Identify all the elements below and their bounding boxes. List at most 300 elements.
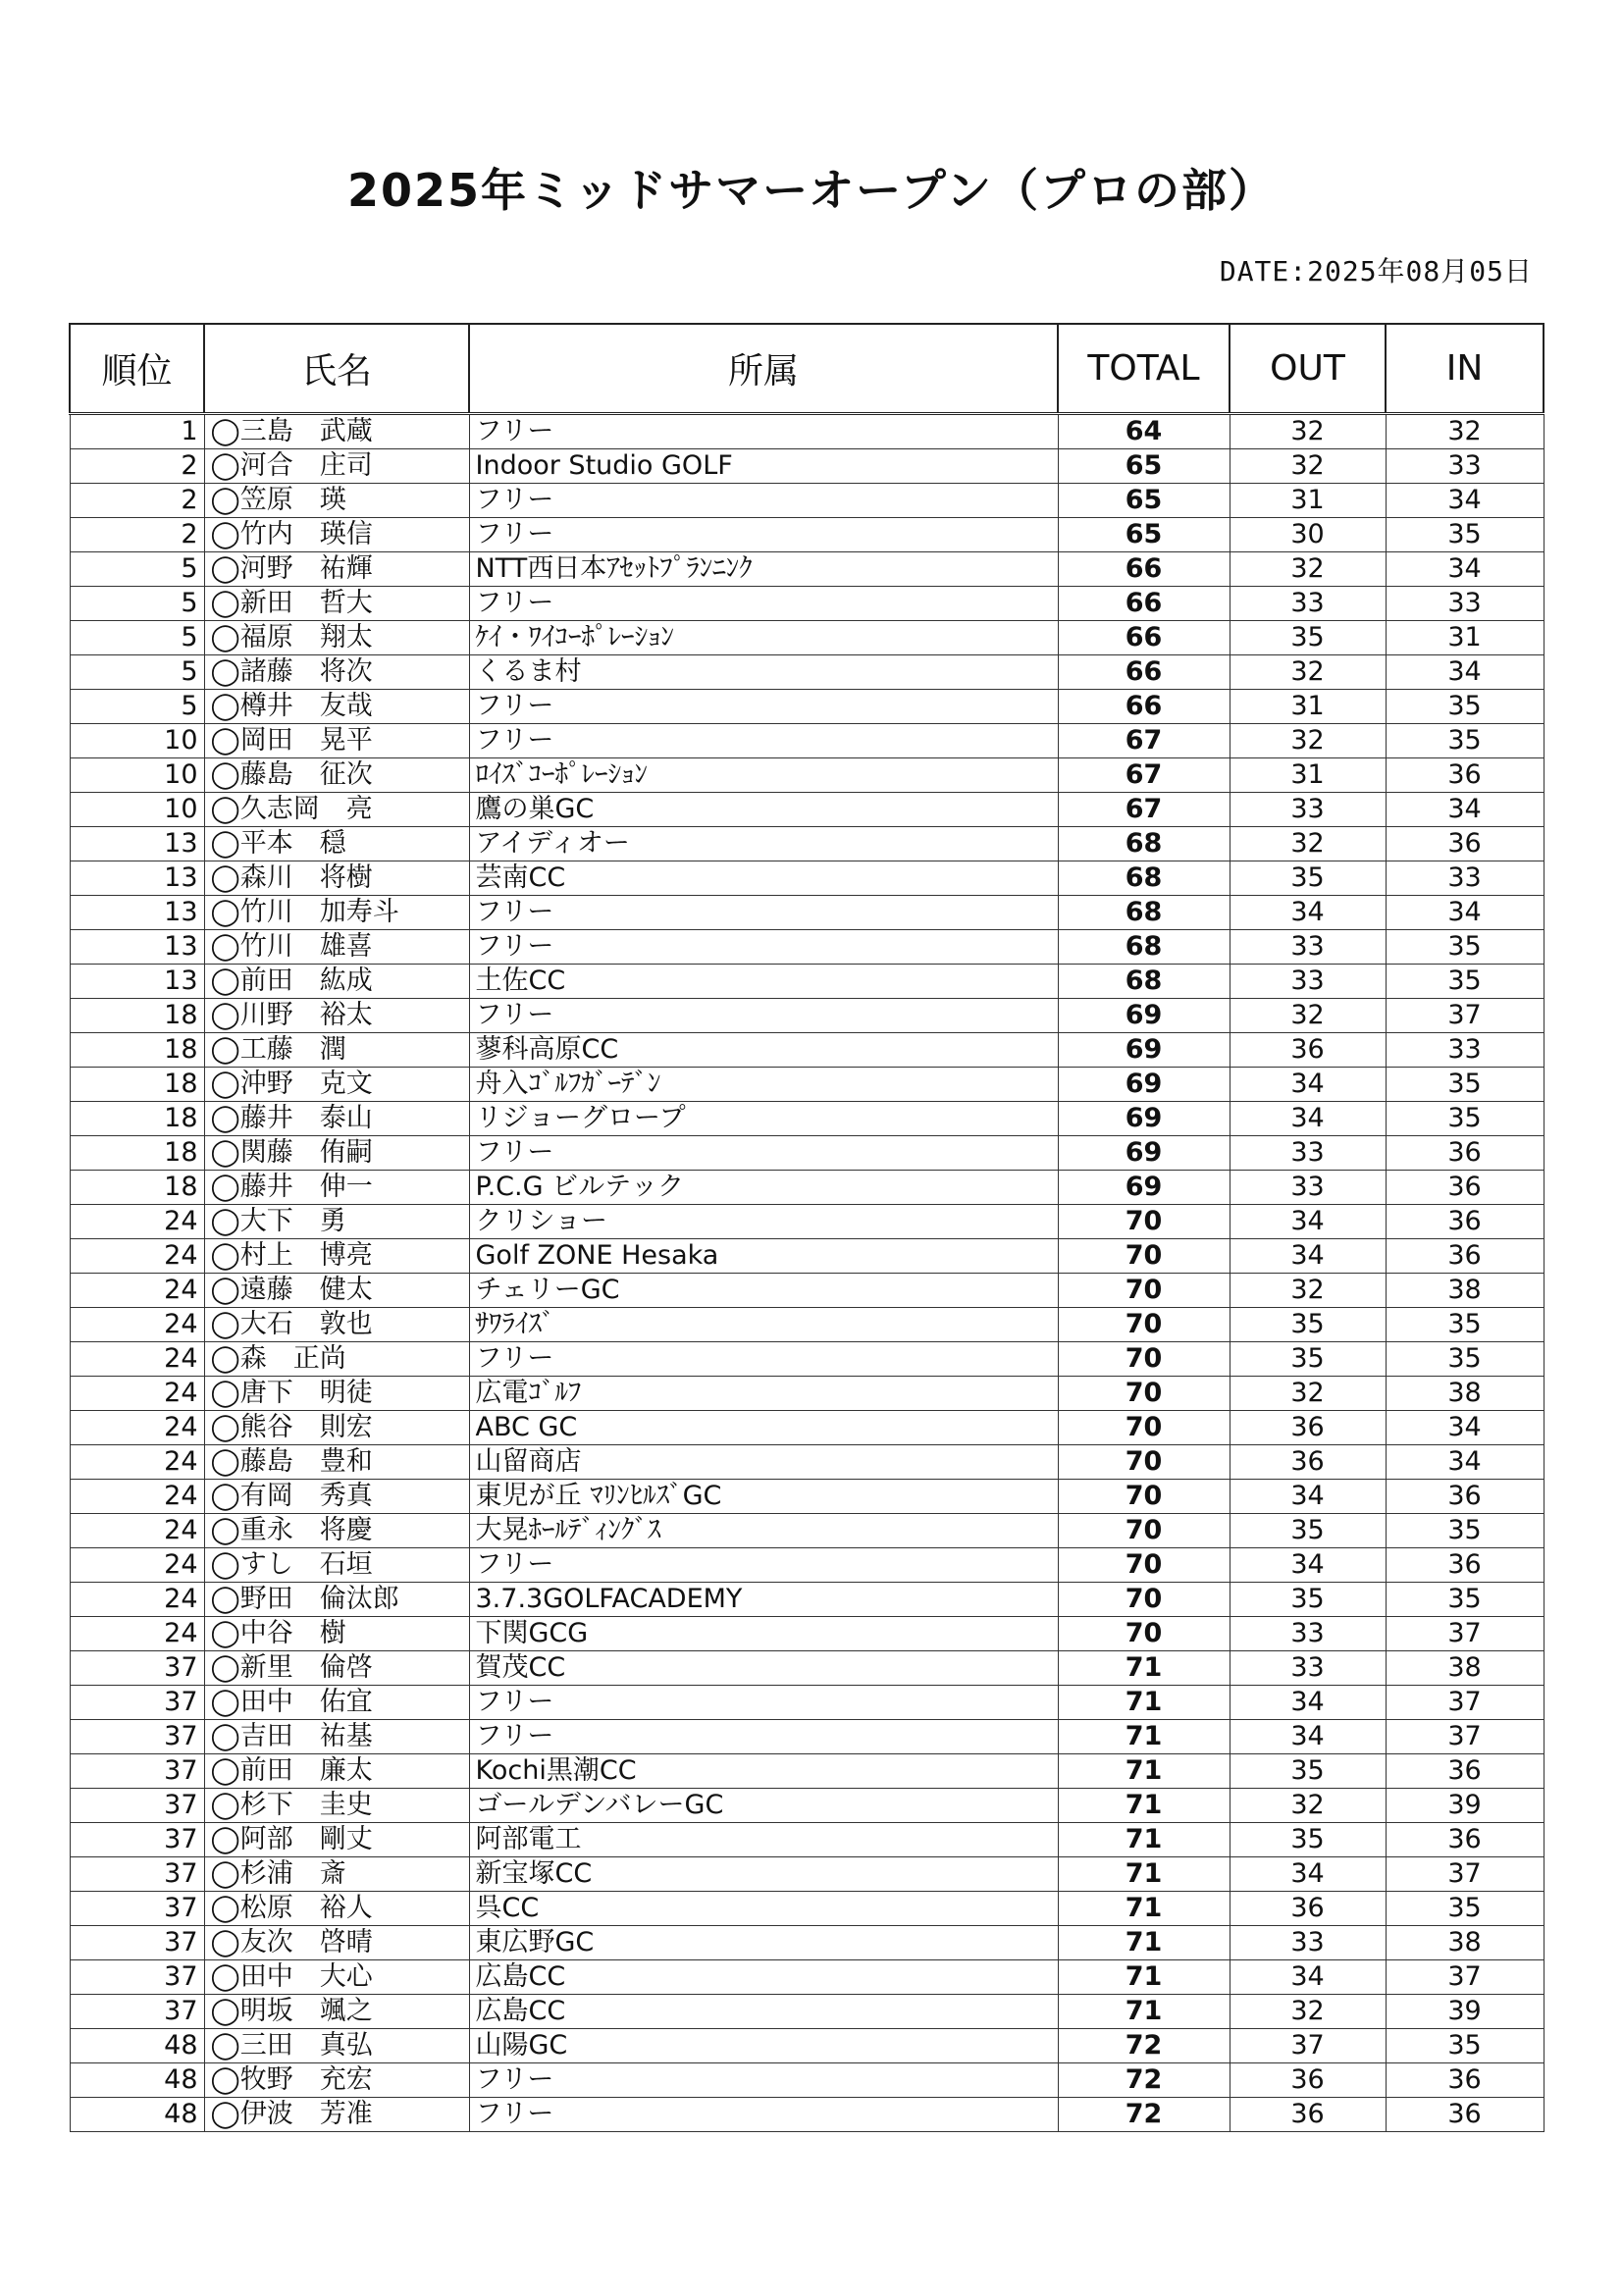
affiliation-cell: フリー [469, 690, 1058, 724]
in-cell: 36 [1386, 2063, 1544, 2098]
rank-cell: 18 [70, 1171, 204, 1205]
total-cell: 66 [1058, 552, 1230, 587]
out-cell: 36 [1230, 1033, 1386, 1068]
out-cell: 33 [1230, 965, 1386, 999]
out-cell: 30 [1230, 518, 1386, 552]
affiliation-cell: クリショー [469, 1205, 1058, 1239]
affiliation-cell: 呉CC [469, 1892, 1058, 1926]
rank-cell: 5 [70, 655, 204, 690]
name-cell: ◯藤島 豊和 [204, 1445, 469, 1480]
rank-cell: 37 [70, 1995, 204, 2029]
out-cell: 34 [1230, 1102, 1386, 1136]
total-cell: 72 [1058, 2029, 1230, 2063]
name-cell: ◯河合 庄司 [204, 449, 469, 484]
table-row [70, 1068, 1544, 1102]
affiliation-cell: 阿部電工 [469, 1823, 1058, 1857]
table-row [70, 587, 1544, 621]
in-cell: 37 [1386, 1617, 1544, 1651]
total-cell: 70 [1058, 1377, 1230, 1411]
out-cell: 35 [1230, 1308, 1386, 1342]
out-cell: 35 [1230, 1342, 1386, 1377]
name-cell: ◯久志岡 亮 [204, 793, 469, 827]
in-cell: 38 [1386, 1651, 1544, 1686]
total-cell: 70 [1058, 1445, 1230, 1480]
name-cell: ◯工藤 潤 [204, 1033, 469, 1068]
table-row [70, 518, 1544, 552]
rank-cell: 24 [70, 1411, 204, 1445]
total-cell: 71 [1058, 1686, 1230, 1720]
in-cell: 34 [1386, 552, 1544, 587]
in-cell: 35 [1386, 965, 1544, 999]
total-cell: 69 [1058, 1033, 1230, 1068]
out-cell: 32 [1230, 655, 1386, 690]
table-row [70, 2098, 1544, 2132]
rank-cell: 18 [70, 1102, 204, 1136]
affiliation-cell: フリー [469, 1720, 1058, 1754]
in-cell: 35 [1386, 1102, 1544, 1136]
table-row [70, 861, 1544, 896]
table-row [70, 1686, 1544, 1720]
in-cell: 37 [1386, 1857, 1544, 1892]
col-rank-header: 順位 [70, 324, 204, 414]
total-cell: 67 [1058, 724, 1230, 758]
table-row [70, 449, 1544, 484]
total-cell: 72 [1058, 2098, 1230, 2132]
rank-cell: 37 [70, 1960, 204, 1995]
affiliation-cell: フリー [469, 587, 1058, 621]
affiliation-cell: Kochi黒潮CC [469, 1754, 1058, 1789]
table-row [70, 1651, 1544, 1686]
out-cell: 35 [1230, 621, 1386, 655]
rank-cell: 24 [70, 1308, 204, 1342]
total-cell: 68 [1058, 930, 1230, 965]
in-cell: 36 [1386, 1823, 1544, 1857]
in-cell: 33 [1386, 449, 1544, 484]
rank-cell: 13 [70, 896, 204, 930]
table-row [70, 827, 1544, 861]
out-cell: 35 [1230, 1583, 1386, 1617]
name-cell: ◯村上 博亮 [204, 1239, 469, 1274]
table-row [70, 552, 1544, 587]
in-cell: 33 [1386, 587, 1544, 621]
total-cell: 71 [1058, 1857, 1230, 1892]
name-cell: ◯遠藤 健太 [204, 1274, 469, 1308]
rank-cell: 13 [70, 965, 204, 999]
out-cell: 32 [1230, 999, 1386, 1033]
total-cell: 68 [1058, 827, 1230, 861]
out-cell: 32 [1230, 724, 1386, 758]
total-cell: 70 [1058, 1239, 1230, 1274]
name-cell: ◯平本 穏 [204, 827, 469, 861]
rank-cell: 24 [70, 1205, 204, 1239]
col-in-header: IN [1386, 324, 1544, 414]
in-cell: 36 [1386, 1136, 1544, 1171]
name-cell: ◯竹川 雄喜 [204, 930, 469, 965]
affiliation-cell: フリー [469, 724, 1058, 758]
out-cell: 34 [1230, 896, 1386, 930]
total-cell: 70 [1058, 1205, 1230, 1239]
table-row [70, 1136, 1544, 1171]
table-row [70, 1171, 1544, 1205]
affiliation-cell: フリー [469, 1548, 1058, 1583]
rank-cell: 5 [70, 587, 204, 621]
name-cell: ◯有岡 秀真 [204, 1480, 469, 1514]
total-cell: 69 [1058, 1068, 1230, 1102]
table-row [70, 1583, 1544, 1617]
affiliation-cell: 山陽GC [469, 2029, 1058, 2063]
total-cell: 71 [1058, 1720, 1230, 1754]
affiliation-cell: 鷹の巣GC [469, 793, 1058, 827]
table-row [70, 758, 1544, 793]
name-cell: ◯前田 廉太 [204, 1754, 469, 1789]
in-cell: 36 [1386, 1548, 1544, 1583]
rank-cell: 13 [70, 861, 204, 896]
total-cell: 69 [1058, 1171, 1230, 1205]
out-cell: 33 [1230, 1926, 1386, 1960]
in-cell: 35 [1386, 1308, 1544, 1342]
total-cell: 71 [1058, 1651, 1230, 1686]
rank-cell: 5 [70, 690, 204, 724]
total-cell: 70 [1058, 1548, 1230, 1583]
rank-cell: 48 [70, 2029, 204, 2063]
total-cell: 68 [1058, 965, 1230, 999]
rank-cell: 1 [70, 414, 204, 449]
table-row [70, 965, 1544, 999]
name-cell: ◯すし 石垣 [204, 1548, 469, 1583]
affiliation-cell: ABC GC [469, 1411, 1058, 1445]
in-cell: 38 [1386, 1274, 1544, 1308]
in-cell: 39 [1386, 1789, 1544, 1823]
out-cell: 36 [1230, 2098, 1386, 2132]
name-cell: ◯新里 倫啓 [204, 1651, 469, 1686]
affiliation-cell: Indoor Studio GOLF [469, 449, 1058, 484]
affiliation-cell: 新宝塚CC [469, 1857, 1058, 1892]
rank-cell: 37 [70, 1789, 204, 1823]
rank-cell: 13 [70, 930, 204, 965]
col-total-header: TOTAL [1058, 324, 1230, 414]
in-cell: 35 [1386, 2029, 1544, 2063]
table-row [70, 2063, 1544, 2098]
affiliation-cell: ｻﾜﾗｲｽﾞ [469, 1308, 1058, 1342]
in-cell: 31 [1386, 621, 1544, 655]
affiliation-cell: NTT西日本ｱｾｯﾄﾌﾟﾗﾝﾆﾝｸ [469, 552, 1058, 587]
affiliation-cell: 広島CC [469, 1995, 1058, 2029]
out-cell: 34 [1230, 1068, 1386, 1102]
affiliation-cell: 大晃ﾎｰﾙﾃﾞｨﾝｸﾞｽ [469, 1514, 1058, 1548]
affiliation-cell: 下関GCG [469, 1617, 1058, 1651]
total-cell: 66 [1058, 621, 1230, 655]
rank-cell: 18 [70, 1033, 204, 1068]
affiliation-cell: フリー [469, 2063, 1058, 2098]
total-cell: 71 [1058, 1754, 1230, 1789]
total-cell: 70 [1058, 1274, 1230, 1308]
total-cell: 70 [1058, 1617, 1230, 1651]
in-cell: 34 [1386, 1445, 1544, 1480]
col-affiliation-header: 所属 [469, 324, 1058, 414]
rank-cell: 37 [70, 1754, 204, 1789]
affiliation-cell: アイディオー [469, 827, 1058, 861]
name-cell: ◯三島 武蔵 [204, 414, 469, 449]
total-cell: 64 [1058, 414, 1230, 449]
in-cell: 34 [1386, 484, 1544, 518]
rank-cell: 24 [70, 1377, 204, 1411]
rank-cell: 48 [70, 2063, 204, 2098]
table-row [70, 896, 1544, 930]
name-cell: ◯竹内 瑛信 [204, 518, 469, 552]
total-cell: 66 [1058, 655, 1230, 690]
name-cell: ◯諸藤 将次 [204, 655, 469, 690]
out-cell: 32 [1230, 414, 1386, 449]
rank-cell: 10 [70, 758, 204, 793]
affiliation-cell: 3.7.3GOLFACADEMY [469, 1583, 1058, 1617]
rank-cell: 24 [70, 1445, 204, 1480]
out-cell: 32 [1230, 1789, 1386, 1823]
total-cell: 70 [1058, 1583, 1230, 1617]
out-cell: 33 [1230, 587, 1386, 621]
total-cell: 71 [1058, 1789, 1230, 1823]
name-cell: ◯河野 祐輝 [204, 552, 469, 587]
in-cell: 34 [1386, 1411, 1544, 1445]
out-cell: 35 [1230, 1823, 1386, 1857]
out-cell: 32 [1230, 827, 1386, 861]
total-cell: 66 [1058, 690, 1230, 724]
table-row [70, 1617, 1544, 1651]
affiliation-cell: 賀茂CC [469, 1651, 1058, 1686]
affiliation-cell: 東児が丘 ﾏﾘﾝﾋﾙｽﾞGC [469, 1480, 1058, 1514]
affiliation-cell: フリー [469, 414, 1058, 449]
out-cell: 33 [1230, 1651, 1386, 1686]
affiliation-cell: くるま村 [469, 655, 1058, 690]
name-cell: ◯杉下 圭史 [204, 1789, 469, 1823]
table-row [70, 1239, 1544, 1274]
table-row [70, 1102, 1544, 1136]
affiliation-cell: フリー [469, 1686, 1058, 1720]
in-cell: 36 [1386, 827, 1544, 861]
in-cell: 34 [1386, 655, 1544, 690]
table-row [70, 1411, 1544, 1445]
table-row [70, 1342, 1544, 1377]
affiliation-cell: 土佐CC [469, 965, 1058, 999]
in-cell: 35 [1386, 930, 1544, 965]
affiliation-cell: フリー [469, 484, 1058, 518]
out-cell: 36 [1230, 1892, 1386, 1926]
table-row [70, 1960, 1544, 1995]
in-cell: 36 [1386, 1205, 1544, 1239]
name-cell: ◯中谷 樹 [204, 1617, 469, 1651]
out-cell: 33 [1230, 1617, 1386, 1651]
out-cell: 36 [1230, 1411, 1386, 1445]
total-cell: 70 [1058, 1342, 1230, 1377]
name-cell: ◯大下 勇 [204, 1205, 469, 1239]
affiliation-cell: 芸南CC [469, 861, 1058, 896]
affiliation-cell: フリー [469, 930, 1058, 965]
rank-cell: 18 [70, 999, 204, 1033]
table-row [70, 1754, 1544, 1789]
table-row [70, 1377, 1544, 1411]
out-cell: 35 [1230, 1514, 1386, 1548]
name-cell: ◯沖野 克文 [204, 1068, 469, 1102]
affiliation-cell: 広電ｺﾞﾙﾌ [469, 1377, 1058, 1411]
in-cell: 36 [1386, 1480, 1544, 1514]
rank-cell: 5 [70, 552, 204, 587]
in-cell: 33 [1386, 1033, 1544, 1068]
name-cell: ◯吉田 祐基 [204, 1720, 469, 1754]
out-cell: 34 [1230, 1239, 1386, 1274]
total-cell: 69 [1058, 999, 1230, 1033]
affiliation-cell: 舟入ｺﾞﾙﾌｶﾞｰﾃﾞﾝ [469, 1068, 1058, 1102]
rank-cell: 10 [70, 793, 204, 827]
rank-cell: 2 [70, 484, 204, 518]
name-cell: ◯岡田 晃平 [204, 724, 469, 758]
affiliation-cell: フリー [469, 1342, 1058, 1377]
table-row [70, 1033, 1544, 1068]
table-row [70, 1548, 1544, 1583]
in-cell: 35 [1386, 1514, 1544, 1548]
rank-cell: 37 [70, 1686, 204, 1720]
table-row [70, 621, 1544, 655]
out-cell: 34 [1230, 1480, 1386, 1514]
total-cell: 70 [1058, 1514, 1230, 1548]
table-row [70, 1205, 1544, 1239]
rank-cell: 24 [70, 1239, 204, 1274]
total-cell: 70 [1058, 1480, 1230, 1514]
rank-cell: 37 [70, 1720, 204, 1754]
table-row [70, 793, 1544, 827]
name-cell: ◯牧野 充宏 [204, 2063, 469, 2098]
name-cell: ◯伊波 芳准 [204, 2098, 469, 2132]
table-row [70, 1892, 1544, 1926]
rank-cell: 24 [70, 1514, 204, 1548]
name-cell: ◯樽井 友哉 [204, 690, 469, 724]
name-cell: ◯関藤 侑嗣 [204, 1136, 469, 1171]
table-row [70, 724, 1544, 758]
in-cell: 37 [1386, 1720, 1544, 1754]
total-cell: 71 [1058, 1960, 1230, 1995]
total-cell: 65 [1058, 484, 1230, 518]
out-cell: 32 [1230, 1377, 1386, 1411]
affiliation-cell: フリー [469, 1136, 1058, 1171]
name-cell: ◯明坂 颯之 [204, 1995, 469, 2029]
table-row [70, 1514, 1544, 1548]
table-row [70, 1926, 1544, 1960]
affiliation-cell: P.C.G ビルテック [469, 1171, 1058, 1205]
table-row [70, 1823, 1544, 1857]
name-cell: ◯森川 将樹 [204, 861, 469, 896]
out-cell: 33 [1230, 930, 1386, 965]
in-cell: 39 [1386, 1995, 1544, 2029]
name-cell: ◯藤井 伸一 [204, 1171, 469, 1205]
total-cell: 71 [1058, 1823, 1230, 1857]
affiliation-cell: リジョーグロープ [469, 1102, 1058, 1136]
rank-cell: 24 [70, 1617, 204, 1651]
out-cell: 32 [1230, 552, 1386, 587]
name-cell: ◯田中 大心 [204, 1960, 469, 1995]
total-cell: 66 [1058, 587, 1230, 621]
in-cell: 35 [1386, 724, 1544, 758]
results-table [69, 323, 1544, 2132]
in-cell: 36 [1386, 758, 1544, 793]
table-row [70, 1995, 1544, 2029]
in-cell: 35 [1386, 1892, 1544, 1926]
rank-cell: 18 [70, 1136, 204, 1171]
total-cell: 69 [1058, 1102, 1230, 1136]
out-cell: 34 [1230, 1686, 1386, 1720]
total-cell: 69 [1058, 1136, 1230, 1171]
table-row [70, 1480, 1544, 1514]
out-cell: 36 [1230, 2063, 1386, 2098]
rank-cell: 48 [70, 2098, 204, 2132]
rank-cell: 24 [70, 1583, 204, 1617]
name-cell: ◯野田 倫汰郎 [204, 1583, 469, 1617]
affiliation-cell: ゴールデンバレーGC [469, 1789, 1058, 1823]
rank-cell: 5 [70, 621, 204, 655]
table-header [70, 324, 1544, 414]
name-cell: ◯藤井 泰山 [204, 1102, 469, 1136]
rank-cell: 37 [70, 1823, 204, 1857]
affiliation-cell: フリー [469, 896, 1058, 930]
total-cell: 70 [1058, 1308, 1230, 1342]
name-cell: ◯田中 佑宜 [204, 1686, 469, 1720]
in-cell: 37 [1386, 1686, 1544, 1720]
out-cell: 34 [1230, 1960, 1386, 1995]
rank-cell: 18 [70, 1068, 204, 1102]
in-cell: 35 [1386, 1068, 1544, 1102]
name-cell: ◯重永 将慶 [204, 1514, 469, 1548]
in-cell: 35 [1386, 1342, 1544, 1377]
affiliation-cell: 蓼科高原CC [469, 1033, 1058, 1068]
total-cell: 70 [1058, 1411, 1230, 1445]
rank-cell: 24 [70, 1342, 204, 1377]
out-cell: 32 [1230, 1995, 1386, 2029]
total-cell: 71 [1058, 1995, 1230, 2029]
name-cell: ◯森 正尚 [204, 1342, 469, 1377]
in-cell: 37 [1386, 999, 1544, 1033]
name-cell: ◯阿部 剛丈 [204, 1823, 469, 1857]
table-row [70, 1308, 1544, 1342]
out-cell: 37 [1230, 2029, 1386, 2063]
out-cell: 36 [1230, 1445, 1386, 1480]
rank-cell: 37 [70, 1857, 204, 1892]
in-cell: 35 [1386, 690, 1544, 724]
name-cell: ◯川野 裕太 [204, 999, 469, 1033]
table-row [70, 930, 1544, 965]
in-cell: 34 [1386, 793, 1544, 827]
out-cell: 33 [1230, 1171, 1386, 1205]
total-cell: 68 [1058, 861, 1230, 896]
in-cell: 34 [1386, 896, 1544, 930]
table-row [70, 1274, 1544, 1308]
table-row [70, 1445, 1544, 1480]
out-cell: 34 [1230, 1205, 1386, 1239]
in-cell: 36 [1386, 1239, 1544, 1274]
name-cell: ◯新田 哲大 [204, 587, 469, 621]
in-cell: 35 [1386, 518, 1544, 552]
affiliation-cell: フリー [469, 999, 1058, 1033]
name-cell: ◯前田 紘成 [204, 965, 469, 999]
in-cell: 32 [1386, 414, 1544, 449]
table-row [70, 655, 1544, 690]
name-cell: ◯笠原 瑛 [204, 484, 469, 518]
table-row [70, 2029, 1544, 2063]
total-cell: 67 [1058, 758, 1230, 793]
affiliation-cell: 東広野GC [469, 1926, 1058, 1960]
table-row [70, 1857, 1544, 1892]
out-cell: 32 [1230, 1274, 1386, 1308]
date-label: DATE:2025年08月05日 [1219, 255, 1533, 287]
in-cell: 35 [1386, 1583, 1544, 1617]
affiliation-cell: ﾛｲｽﾞｺｰﾎﾟﾚｰｼｮﾝ [469, 758, 1058, 793]
table-row [70, 1720, 1544, 1754]
